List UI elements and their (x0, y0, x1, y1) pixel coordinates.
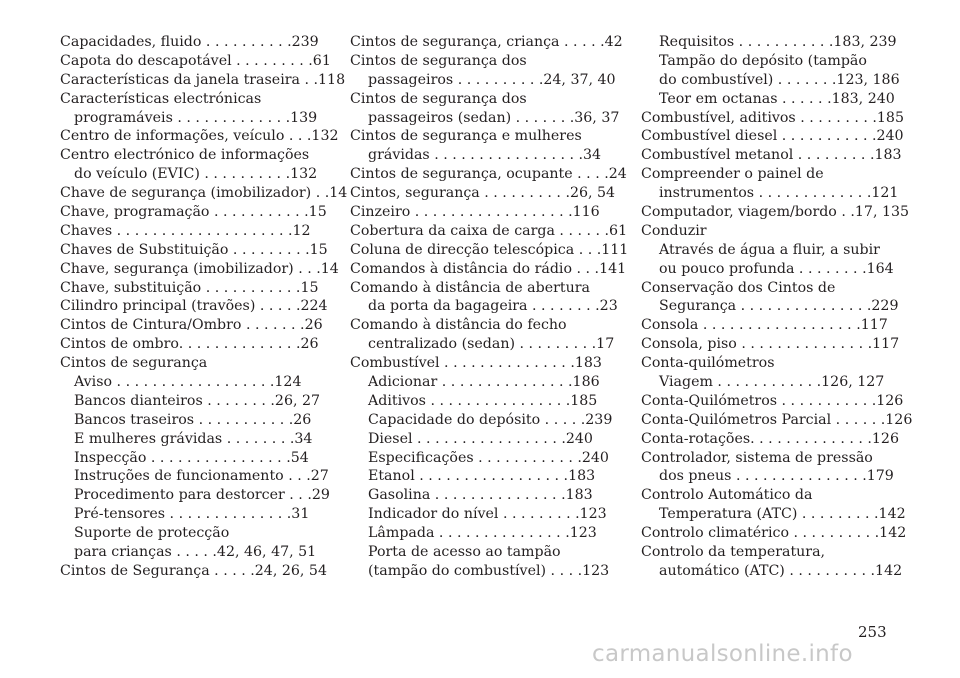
index-subentry: centralizado (sedan) . . . . . . . . .17 (368, 336, 615, 353)
index-entry: Consola . . . . . . . . . . . . . . . . . .117 (641, 317, 888, 334)
index-subentry: Indicador do nível . . . . . . . . .123 (368, 506, 607, 523)
index-subentry: dos pneus . . . . . . . . . . . . . . .179 (659, 468, 894, 485)
index-column-2 (350, 33, 629, 581)
index-entry: Cintos de segurança dos (350, 52, 527, 69)
index-entry: Comando à distância do fecho (350, 317, 567, 334)
index-entry: Consola, piso . . . . . . . . . . . . . . .117 (641, 336, 900, 353)
index-entry: Computador, viagem/bordo . .17, 135 (641, 204, 910, 221)
index-entry: Cilindro principal (travões) . . . . .224 (60, 298, 328, 315)
index-subentry: passageiros . . . . . . . . . .24, 37, 40 (368, 71, 616, 88)
index-subentry: Segurança . . . . . . . . . . . . . . .229 (659, 298, 899, 315)
index-entry: Cintos de segurança (60, 355, 208, 372)
page-number: 253 (858, 623, 887, 641)
index-subentry: Bancos traseiros . . . . . . . . . . .26 (74, 411, 312, 428)
index-entry: Cintos de segurança, criança . . . . .42 (350, 34, 623, 50)
index-subentry: Gasolina . . . . . . . . . . . . . . .183 (368, 487, 593, 504)
index-entry: Cintos de segurança e mulheres (350, 128, 582, 145)
index-entry: Conta-rotações. . . . . . . . . . . . . .126 (641, 430, 899, 447)
index-entry: Capota do descapotável . . . . . . . . .61 (60, 52, 331, 69)
index-subentry: (tampão do combustível) . . . .123 (368, 562, 610, 579)
index-entry: Conta-Quilómetros Parcial . . . . . .126 (641, 411, 913, 428)
index-subentry: Aditivos . . . . . . . . . . . . . . . .185 (368, 392, 598, 409)
index-entry: Chave, programação . . . . . . . . . . .15 (60, 204, 327, 221)
index-column-3 (641, 33, 913, 581)
index-subentry: Etanol . . . . . . . . . . . . . . . . .183 (368, 468, 596, 485)
index-subentry: Adicionar . . . . . . . . . . . . . . .186 (368, 374, 600, 391)
index-entry: Conta-Quilómetros . . . . . . . . . . .126 (641, 392, 904, 409)
index-subentry: E mulheres grávidas . . . . . . . .34 (74, 430, 313, 447)
index-entry: Cobertura da caixa de carga . . . . . .61 (350, 222, 628, 239)
watermark-text: carmanualsonline.info (592, 641, 853, 667)
index-entry: Capacidades, fluido . . . . . . . . . .239 (60, 34, 319, 50)
index-subentry: Requisitos . . . . . . . . . . .183, 239 (659, 34, 897, 50)
index-entry: Cintos de Cintura/Ombro . . . . . . .26 (60, 317, 323, 334)
index-subentry: Viagem . . . . . . . . . . . .126, 127 (659, 374, 885, 391)
index-entry: Controlador, sistema de pressão (641, 449, 873, 466)
index-entry: Conduzir (641, 222, 707, 239)
index-subentry: Instruções de funcionamento . . .27 (74, 468, 329, 485)
index-subentry: Aviso . . . . . . . . . . . . . . . . . .124 (74, 374, 302, 391)
index-column-1 (60, 33, 348, 581)
index-subentry: do veículo (EVIC) . . . . . . . . . .132 (74, 166, 318, 183)
index-entry: Compreender o painel de (641, 166, 824, 183)
index-entry: Combustível, aditivos . . . . . . . . .185 (641, 109, 904, 126)
index-entry: Características da janela traseira . .118 (60, 71, 346, 88)
index-entry: Combustível diesel . . . . . . . . . . .240 (641, 128, 904, 145)
index-subentry: ou pouco profunda . . . . . . . .164 (659, 260, 894, 277)
index-subentry: grávidas . . . . . . . . . . . . . . . . .34 (368, 147, 602, 164)
index-entry: Chave, substituição . . . . . . . . . . .15 (60, 279, 319, 296)
index-entry: Combustível . . . . . . . . . . . . . . .183 (350, 355, 602, 372)
index-subentry: Através de água a fluir, a subir (659, 241, 880, 258)
index-entry: Cintos de segurança, ocupante . . . .24 (350, 166, 627, 183)
index-entry: Cintos de ombro. . . . . . . . . . . . . .26 (60, 336, 319, 353)
index-entry: Conservação dos Cintos de (641, 279, 836, 296)
index-entry: Chave, segurança (imobilizador) . . .14 (60, 260, 339, 277)
index-entry: Comandos à distância do rádio . . .141 (350, 260, 627, 277)
index-entry: Controlo da temperatura, (641, 544, 826, 561)
index-entry: Controlo Automático da (641, 487, 813, 504)
index-subentry: Lâmpada . . . . . . . . . . . . . . .123 (368, 525, 597, 542)
index-entry: Cintos de Segurança . . . . .24, 26, 54 (60, 562, 327, 579)
index-subentry: automático (ATC) . . . . . . . . . .142 (659, 562, 903, 579)
index-subentry: Pré-tensores . . . . . . . . . . . . . .31 (74, 506, 310, 523)
index-subentry: Teor em octanas . . . . . .183, 240 (659, 90, 895, 107)
index-subentry: da porta da bagageira . . . . . . . .23 (368, 298, 618, 315)
index-entry: Cinzeiro . . . . . . . . . . . . . . . . . .116 (350, 204, 600, 221)
index-subentry: Capacidade do depósito . . . . .239 (368, 411, 613, 428)
index-entry: Centro de informações, veículo . . .132 (60, 128, 339, 145)
index-subentry: passageiros (sedan) . . . . . . .36, 37 (368, 109, 620, 126)
index-subentry: Procedimento para destorcer . . .29 (74, 487, 330, 504)
index-subentry: Porta de acesso ao tampão (368, 544, 561, 561)
index-entry: Comando à distância de abertura (350, 279, 590, 296)
index-subentry: Diesel . . . . . . . . . . . . . . . . .240 (368, 430, 593, 447)
index-entry: Chaves de Substituição . . . . . . . . .15 (60, 241, 328, 258)
index-entry: Características electrónicas (60, 90, 262, 107)
index-entry: Cintos, segurança . . . . . . . . . .26, 54 (350, 185, 616, 202)
index-subentry: instrumentos . . . . . . . . . . . . .121 (659, 185, 899, 202)
index-subentry: Bancos dianteiros . . . . . . . .26, 27 (74, 392, 321, 409)
index-subentry: Temperatura (ATC) . . . . . . . . .142 (659, 506, 906, 523)
index-entry: Centro electrónico de informações (60, 147, 310, 164)
index-entry: Chaves . . . . . . . . . . . . . . . . . . . .12 (60, 222, 311, 239)
index-entry: Coluna de direcção telescópica . . .111 (350, 241, 629, 258)
index-subentry: Especificações . . . . . . . . . . . .240 (368, 449, 609, 466)
index-entry: Chave de segurança (imobilizador) . .14 (60, 185, 348, 202)
index-entry: Controlo climatérico . . . . . . . . . .142 (641, 525, 907, 542)
index-entry: Conta-quilómetros (641, 355, 775, 372)
index-subentry: programáveis . . . . . . . . . . . . .139 (74, 109, 318, 126)
index-subentry: para crianças . . . . .42, 46, 47, 51 (74, 544, 317, 561)
index-entry: Combustível metanol . . . . . . . . .183 (641, 147, 902, 164)
index-subentry: Inspecção . . . . . . . . . . . . . . . .54 (74, 449, 309, 466)
index-subentry: do combustível) . . . . . . .123, 186 (659, 71, 900, 88)
index-subentry: Suporte de protecção (74, 525, 230, 542)
index-entry: Cintos de segurança dos (350, 90, 527, 107)
index-subentry: Tampão do depósito (tampão (659, 52, 867, 69)
